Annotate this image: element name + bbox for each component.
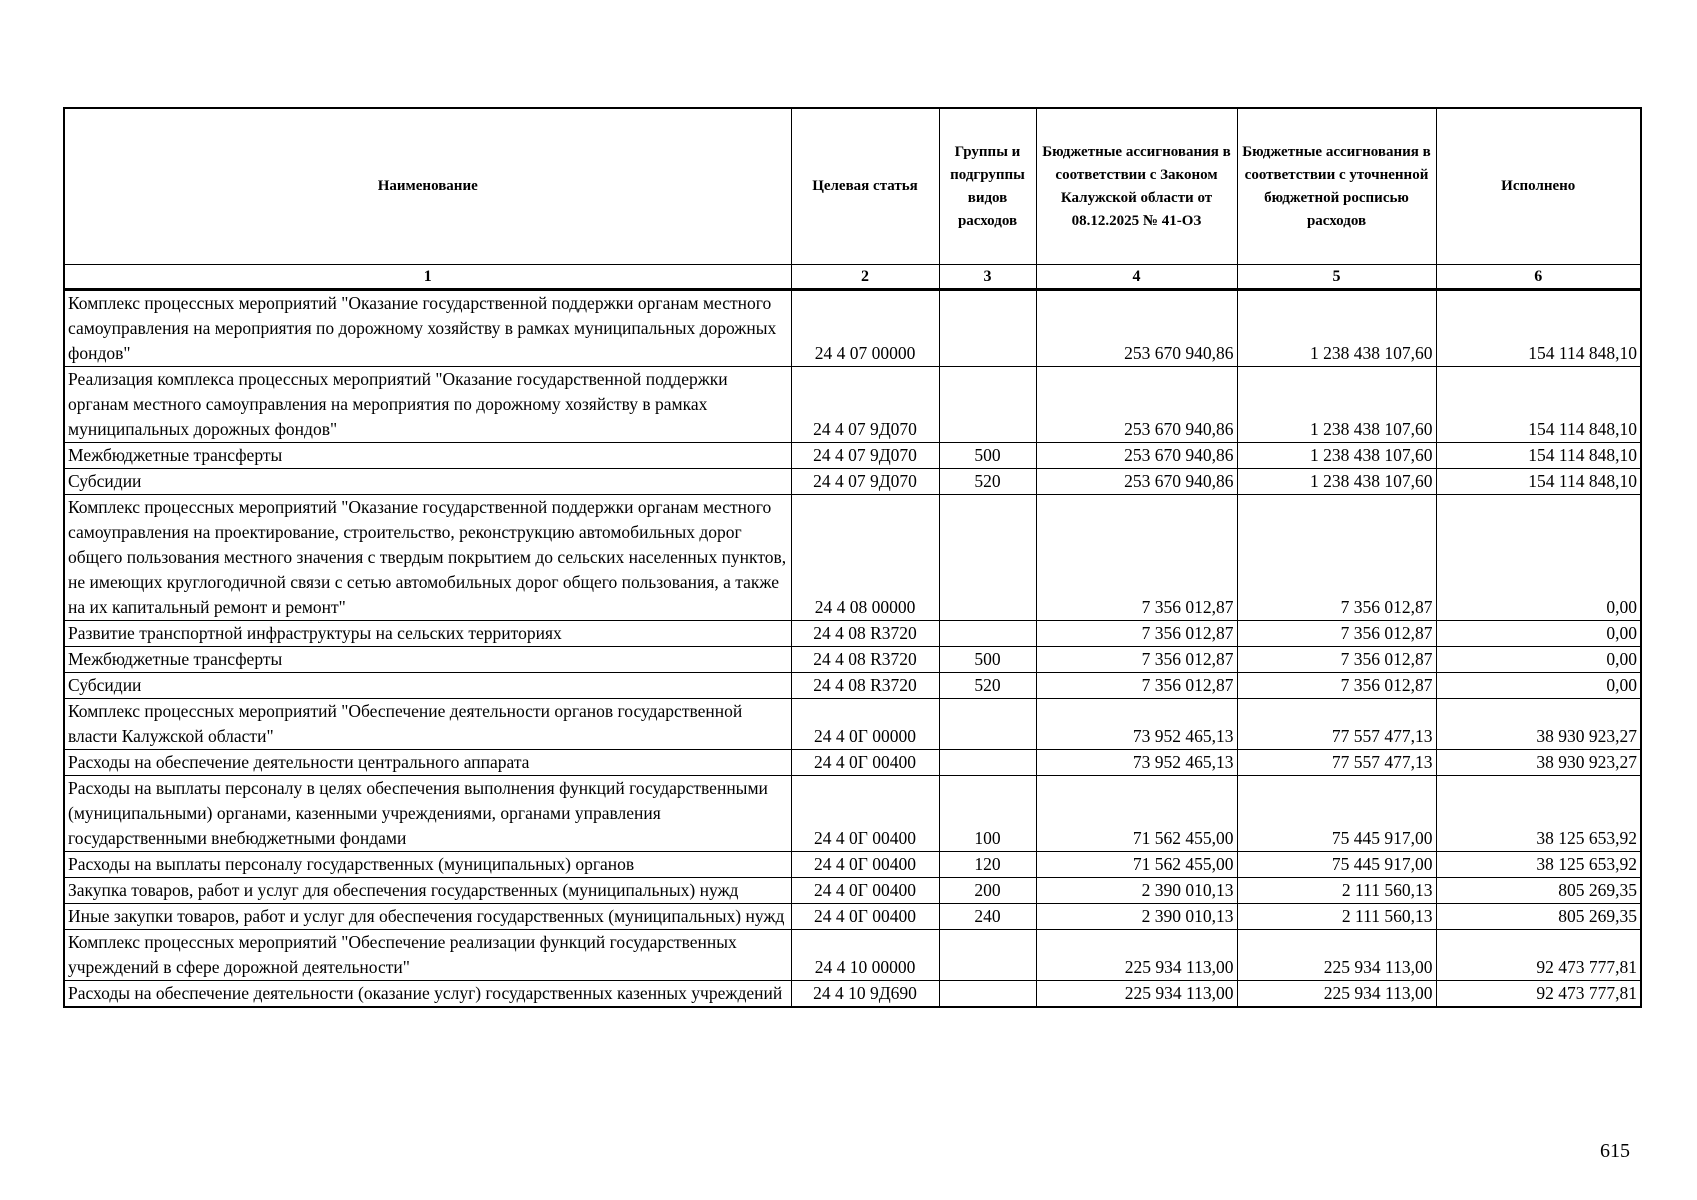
row-executed: 38 930 923,27: [1436, 699, 1641, 750]
row-name: Субсидии: [64, 469, 791, 495]
row-executed: 154 114 848,10: [1436, 469, 1641, 495]
row-name: Закупка товаров, работ и услуг для обеспечения государственных (муниципальных) нужд: [64, 878, 791, 904]
row-executed: 0,00: [1436, 647, 1641, 673]
row-target-article: 24 4 07 00000: [791, 290, 939, 367]
row-name: Развитие транспортной инфраструктуры на сельских территориях: [64, 621, 791, 647]
row-schedule-allocation: 77 557 477,13: [1237, 750, 1436, 776]
row-law-allocation: 7 356 012,87: [1036, 495, 1237, 621]
row-schedule-allocation: 225 934 113,00: [1237, 981, 1436, 1008]
row-law-allocation: 2 390 010,13: [1036, 878, 1237, 904]
row-executed: 92 473 777,81: [1436, 930, 1641, 981]
row-executed: 0,00: [1436, 495, 1641, 621]
row-law-allocation: 225 934 113,00: [1036, 981, 1237, 1008]
row-expense-group: [939, 290, 1036, 367]
row-executed: 92 473 777,81: [1436, 981, 1641, 1008]
table-row: [64, 930, 1641, 981]
row-law-allocation: 7 356 012,87: [1036, 673, 1237, 699]
column-number: 1: [64, 265, 791, 290]
row-name: Межбюджетные трансферты: [64, 647, 791, 673]
row-executed: 0,00: [1436, 673, 1641, 699]
page-number: 615: [1600, 1140, 1630, 1162]
row-schedule-allocation: 75 445 917,00: [1237, 776, 1436, 852]
table-row: [64, 495, 1641, 621]
row-target-article: 24 4 07 9Д070: [791, 443, 939, 469]
table-row: [64, 699, 1641, 750]
row-target-article: 24 4 0Г 00400: [791, 878, 939, 904]
row-schedule-allocation: 7 356 012,87: [1237, 673, 1436, 699]
table-row: [64, 469, 1641, 495]
row-schedule-allocation: 7 356 012,87: [1237, 621, 1436, 647]
row-law-allocation: 253 670 940,86: [1036, 469, 1237, 495]
row-executed: 154 114 848,10: [1436, 443, 1641, 469]
header-row: [64, 108, 1641, 265]
table-body: [64, 290, 1641, 1008]
header-name: Наименование: [64, 108, 791, 265]
row-expense-group: [939, 621, 1036, 647]
row-schedule-allocation: 1 238 438 107,60: [1237, 367, 1436, 443]
row-target-article: 24 4 08 R3720: [791, 647, 939, 673]
row-target-article: 24 4 0Г 00400: [791, 750, 939, 776]
row-target-article: 24 4 0Г 00400: [791, 904, 939, 930]
row-executed: 38 125 653,92: [1436, 852, 1641, 878]
row-target-article: 24 4 0Г 00400: [791, 852, 939, 878]
row-target-article: 24 4 07 9Д070: [791, 367, 939, 443]
row-schedule-allocation: 225 934 113,00: [1237, 930, 1436, 981]
row-expense-group: 500: [939, 443, 1036, 469]
row-law-allocation: 71 562 455,00: [1036, 852, 1237, 878]
row-name: Комплекс процессных мероприятий "Обеспечение реализации функций государственных учреждений в сфере дорожной деятельности": [64, 930, 791, 981]
budget-execution-table: [63, 107, 1642, 1008]
table-row: [64, 750, 1641, 776]
row-target-article: 24 4 08 R3720: [791, 673, 939, 699]
row-target-article: 24 4 0Г 00000: [791, 699, 939, 750]
row-name: Комплекс процессных мероприятий "Обеспечение деятельности органов государственной власти Калужской области": [64, 699, 791, 750]
table-row: [64, 647, 1641, 673]
column-number: 3: [939, 265, 1036, 290]
row-schedule-allocation: 1 238 438 107,60: [1237, 290, 1436, 367]
row-target-article: 24 4 08 00000: [791, 495, 939, 621]
row-name: Расходы на выплаты персоналу в целях обеспечения выполнения функций государственными (муниципальными) органами, казенными учреждениями, органами управления государственными внебюджетными фондами: [64, 776, 791, 852]
row-expense-group: [939, 367, 1036, 443]
row-schedule-allocation: 75 445 917,00: [1237, 852, 1436, 878]
table-row: [64, 673, 1641, 699]
table-row: [64, 776, 1641, 852]
row-law-allocation: 2 390 010,13: [1036, 904, 1237, 930]
row-name: Расходы на обеспечение деятельности центрального аппарата: [64, 750, 791, 776]
row-expense-group: 120: [939, 852, 1036, 878]
row-schedule-allocation: 7 356 012,87: [1237, 495, 1436, 621]
row-target-article: 24 4 07 9Д070: [791, 469, 939, 495]
row-name: Межбюджетные трансферты: [64, 443, 791, 469]
header-executed: Исполнено: [1436, 108, 1641, 265]
table-row: [64, 852, 1641, 878]
table-row: [64, 878, 1641, 904]
header-schedule-allocations: Бюджетные ассигнования в соответствии с уточненной бюджетной росписью расходов: [1237, 108, 1436, 265]
header-expense-groups: Группы и подгруппы видов расходов: [939, 108, 1036, 265]
row-law-allocation: 225 934 113,00: [1036, 930, 1237, 981]
table-row: [64, 904, 1641, 930]
row-expense-group: 100: [939, 776, 1036, 852]
row-executed: 38 930 923,27: [1436, 750, 1641, 776]
row-target-article: 24 4 10 9Д690: [791, 981, 939, 1008]
table-row: [64, 621, 1641, 647]
header-target-article: Целевая статья: [791, 108, 939, 265]
row-expense-group: 520: [939, 673, 1036, 699]
row-law-allocation: 7 356 012,87: [1036, 621, 1237, 647]
row-schedule-allocation: 7 356 012,87: [1237, 647, 1436, 673]
table-row: [64, 367, 1641, 443]
row-schedule-allocation: 77 557 477,13: [1237, 699, 1436, 750]
row-target-article: 24 4 0Г 00400: [791, 776, 939, 852]
row-name: Расходы на выплаты персоналу государственных (муниципальных) органов: [64, 852, 791, 878]
row-expense-group: [939, 930, 1036, 981]
row-executed: 154 114 848,10: [1436, 290, 1641, 367]
row-expense-group: [939, 750, 1036, 776]
row-schedule-allocation: 2 111 560,13: [1237, 904, 1436, 930]
row-name: Расходы на обеспечение деятельности (оказание услуг) государственных казенных учреждений: [64, 981, 791, 1008]
row-law-allocation: 73 952 465,13: [1036, 699, 1237, 750]
row-name: Комплекс процессных мероприятий "Оказание государственной поддержки органам местного самоуправления на мероприятия по дорожному хозяйству в рамках муниципальных дорожных фондов": [64, 290, 791, 367]
row-executed: 38 125 653,92: [1436, 776, 1641, 852]
row-expense-group: 500: [939, 647, 1036, 673]
row-expense-group: [939, 699, 1036, 750]
row-schedule-allocation: 1 238 438 107,60: [1237, 443, 1436, 469]
table-header: [64, 108, 1641, 290]
row-executed: 805 269,35: [1436, 878, 1641, 904]
column-number-row: [64, 265, 1641, 290]
row-expense-group: [939, 495, 1036, 621]
row-schedule-allocation: 1 238 438 107,60: [1237, 469, 1436, 495]
row-name: Реализация комплекса процессных мероприятий "Оказание государственной поддержки органам местного самоуправления на мероприятия по дорожному хозяйству в рамках муниципальных дорожных фондов": [64, 367, 791, 443]
column-number: 5: [1237, 265, 1436, 290]
row-name: Иные закупки товаров, работ и услуг для обеспечения государственных (муниципальных) нужд: [64, 904, 791, 930]
row-expense-group: 200: [939, 878, 1036, 904]
row-law-allocation: 253 670 940,86: [1036, 443, 1237, 469]
table-row: [64, 981, 1641, 1008]
table-row: [64, 290, 1641, 367]
row-law-allocation: 73 952 465,13: [1036, 750, 1237, 776]
row-law-allocation: 71 562 455,00: [1036, 776, 1237, 852]
row-law-allocation: 7 356 012,87: [1036, 647, 1237, 673]
row-executed: 154 114 848,10: [1436, 367, 1641, 443]
row-name: Субсидии: [64, 673, 791, 699]
column-number: 6: [1436, 265, 1641, 290]
row-expense-group: 520: [939, 469, 1036, 495]
column-number: 2: [791, 265, 939, 290]
table-row: [64, 443, 1641, 469]
header-law-allocations: Бюджетные ассигнования в соответствии с Законом Калужской области от 08.12.2025 № 41-ОЗ: [1036, 108, 1237, 265]
row-name: Комплекс процессных мероприятий "Оказание государственной поддержки органам местного самоуправления на проектирование, строительство, реконструкцию автомобильных дорог общего пользования местного значения с твердым покрытием до сельских населенных пунктов, не имеющих круглогодичной связи с сетью автомобильных дорог общего пользования, а также на их капитальный ремонт и ремонт": [64, 495, 791, 621]
row-executed: 805 269,35: [1436, 904, 1641, 930]
row-executed: 0,00: [1436, 621, 1641, 647]
row-expense-group: 240: [939, 904, 1036, 930]
row-law-allocation: 253 670 940,86: [1036, 290, 1237, 367]
row-law-allocation: 253 670 940,86: [1036, 367, 1237, 443]
row-schedule-allocation: 2 111 560,13: [1237, 878, 1436, 904]
row-target-article: 24 4 10 00000: [791, 930, 939, 981]
row-expense-group: [939, 981, 1036, 1008]
row-target-article: 24 4 08 R3720: [791, 621, 939, 647]
column-number: 4: [1036, 265, 1237, 290]
